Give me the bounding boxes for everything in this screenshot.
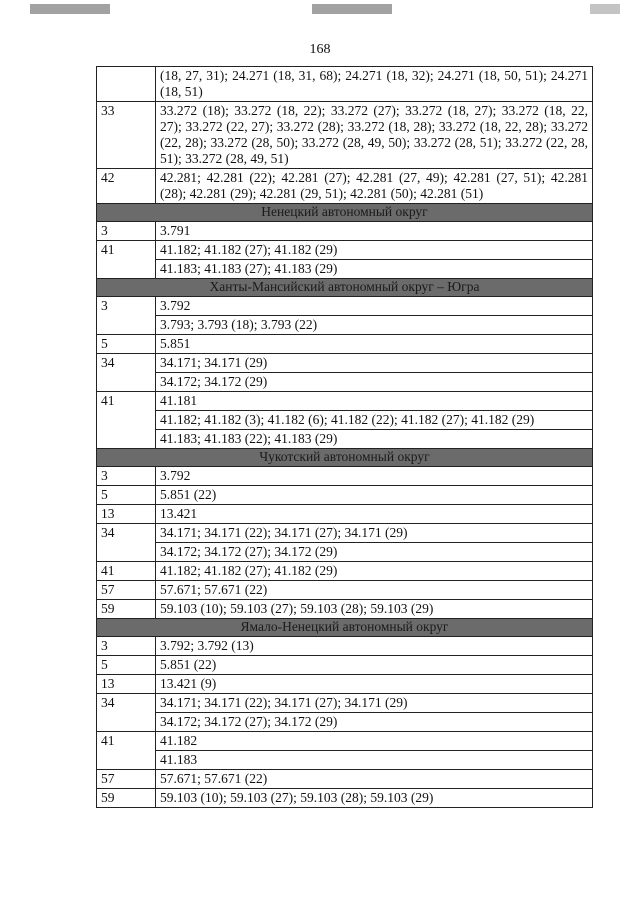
row-codes: 3.791 [156,222,593,241]
region-title: Ямало-Ненецкий автономный округ [97,619,593,637]
row-codes: 41.182; 41.182 (3); 41.182 (6); 41.182 (22); 41.182 (27); 41.182 (29) [156,411,593,430]
table-row [97,67,593,102]
row-number: 41 [97,241,156,279]
row-codes: 59.103 (10); 59.103 (27); 59.103 (28); 59.103 (29) [156,600,593,619]
table-row [97,694,593,713]
row-codes: 34.171; 34.171 (29) [156,354,593,373]
row-number: 57 [97,581,156,600]
row-codes: 3.792 [156,467,593,486]
row-number: 57 [97,770,156,789]
row-codes: 3.792 [156,297,593,316]
row-codes: 57.671; 57.671 (22) [156,581,593,600]
table-row [97,675,593,694]
row-number: 41 [97,392,156,449]
row-codes: 41.182; 41.182 (27); 41.182 (29) [156,562,593,581]
table-row [97,260,593,279]
row-codes: 34.171; 34.171 (22); 34.171 (27); 34.171 (29) [156,694,593,713]
table-row [97,656,593,675]
row-number: 3 [97,222,156,241]
row-codes: 41.182 [156,732,593,751]
row-number: 41 [97,732,156,770]
table-row [97,770,593,789]
region-title: Чукотский автономный округ [97,449,593,467]
row-number: 5 [97,486,156,505]
row-number: 34 [97,694,156,732]
row-number: 59 [97,789,156,808]
region-header-khanty [97,279,593,297]
region-title: Ханты-Мансийский автономный округ – Югра [97,279,593,297]
table-row [97,543,593,562]
row-codes: 13.421 (9) [156,675,593,694]
row-number: 3 [97,297,156,335]
table-row [97,467,593,486]
row-number: 13 [97,505,156,524]
row-number [97,67,156,102]
row-codes: (18, 27, 31); 24.271 (18, 31, 68); 24.271 (18, 32); 24.271 (18, 50, 51); 24.271 (18, 51) [156,67,593,102]
scan-artifact-center [312,4,392,14]
region-title: Ненецкий автономный округ [97,204,593,222]
table-row [97,102,593,169]
table-row [97,789,593,808]
table-row [97,222,593,241]
row-codes: 41.183; 41.183 (27); 41.183 (29) [156,260,593,279]
row-codes: 3.792; 3.792 (13) [156,637,593,656]
table-row [97,637,593,656]
row-codes: 34.172; 34.172 (29) [156,373,593,392]
table-row [97,241,593,260]
table-row [97,373,593,392]
codes-table [96,66,593,808]
row-number: 5 [97,335,156,354]
table-row [97,524,593,543]
table-row [97,600,593,619]
table-row [97,581,593,600]
row-number: 42 [97,169,156,204]
table-row [97,297,593,316]
row-codes: 41.182; 41.182 (27); 41.182 (29) [156,241,593,260]
row-number: 34 [97,524,156,562]
row-number: 59 [97,600,156,619]
page-number: 168 [309,42,331,57]
region-header-chukotka [97,449,593,467]
row-codes: 34.172; 34.172 (27); 34.172 (29) [156,713,593,732]
table-row [97,562,593,581]
row-codes: 5.851 (22) [156,486,593,505]
region-header-yamal [97,619,593,637]
table-row [97,354,593,373]
row-number: 33 [97,102,156,169]
row-codes: 41.183 [156,751,593,770]
row-number: 41 [97,562,156,581]
row-codes: 34.171; 34.171 (22); 34.171 (27); 34.171 (29) [156,524,593,543]
row-codes: 42.281; 42.281 (22); 42.281 (27); 42.281 (27, 49); 42.281 (27, 51); 42.281 (28); 42.281 (29); 42.281 (29, 51); 42.281 (50); 42.281 (51) [156,169,593,204]
row-codes: 41.181 [156,392,593,411]
row-codes: 59.103 (10); 59.103 (27); 59.103 (28); 59.103 (29) [156,789,593,808]
scan-artifact-left [30,4,110,14]
row-codes: 57.671; 57.671 (22) [156,770,593,789]
scan-artifact-right [590,4,620,14]
table-row [97,751,593,770]
table-row [97,316,593,335]
table-row [97,169,593,204]
row-codes: 33.272 (18); 33.272 (18, 22); 33.272 (27); 33.272 (18, 27); 33.272 (18, 22, 27); 33.272 (22, 27); 33.272 (28); 33.272 (18, 28); 33.272 (18, 22, 28); 33.272 (22, 28); 33.272 (28, 50); 33.272 (28, 49, 50); 33.272 (28, 51); 33.272 (22, 28, 51); 33.272 (28, 49, 51) [156,102,593,169]
row-number: 13 [97,675,156,694]
row-number: 3 [97,467,156,486]
table-row [97,505,593,524]
table-row [97,732,593,751]
row-codes: 34.172; 34.172 (27); 34.172 (29) [156,543,593,562]
region-header-nenets [97,204,593,222]
row-codes: 13.421 [156,505,593,524]
table-row [97,411,593,430]
table-row [97,713,593,732]
table-row [97,486,593,505]
row-number: 34 [97,354,156,392]
table-row [97,430,593,449]
table-row [97,335,593,354]
row-codes: 3.793; 3.793 (18); 3.793 (22) [156,316,593,335]
row-codes: 41.183; 41.183 (22); 41.183 (29) [156,430,593,449]
row-number: 5 [97,656,156,675]
row-codes: 5.851 (22) [156,656,593,675]
row-codes: 5.851 [156,335,593,354]
row-number: 3 [97,637,156,656]
table-row [97,392,593,411]
